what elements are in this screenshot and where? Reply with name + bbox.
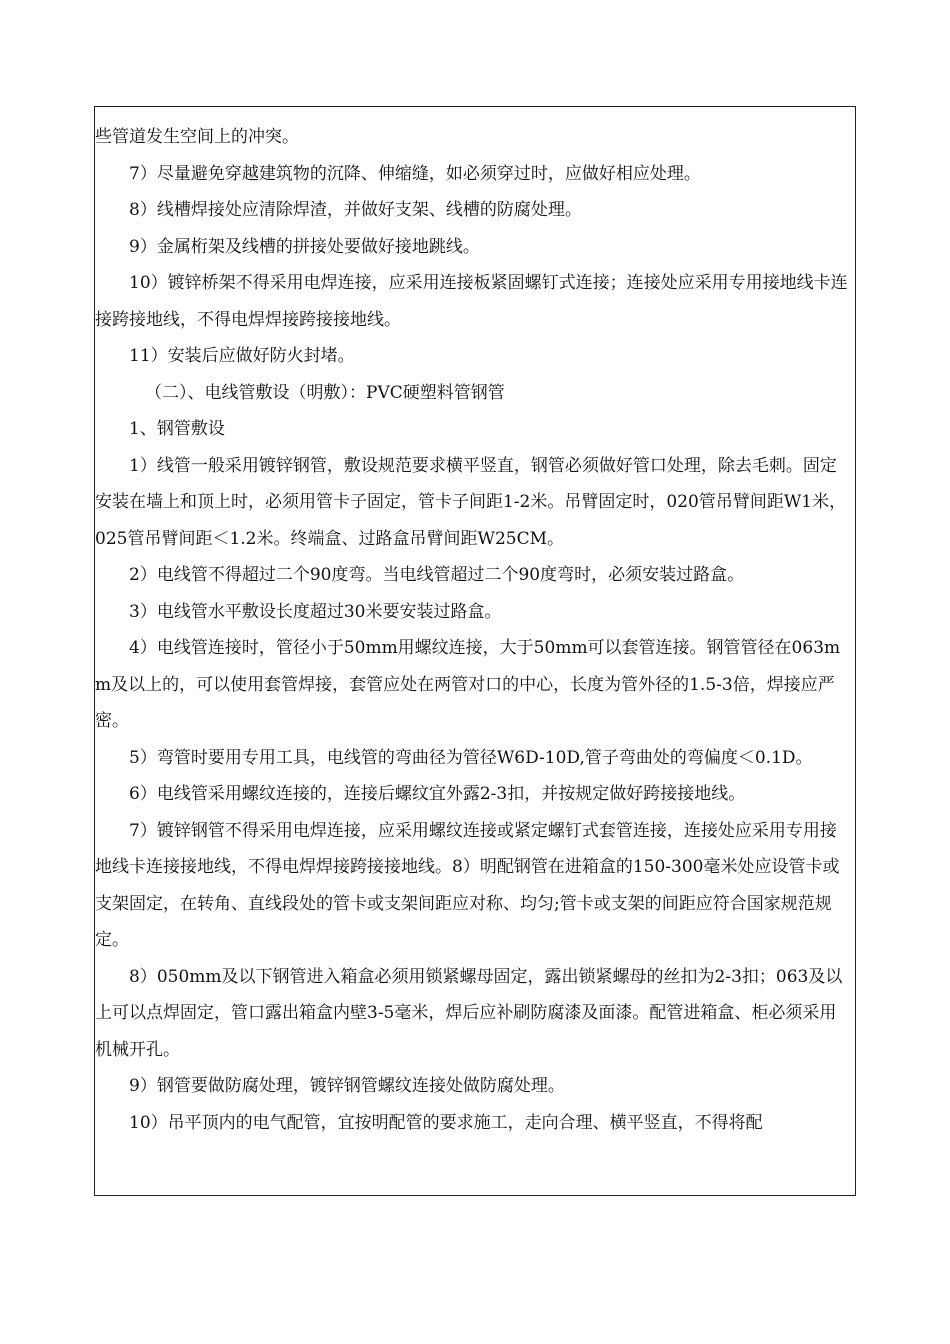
document-frame xyxy=(94,106,856,1196)
document-body xyxy=(95,119,851,1141)
paragraph: 8）线槽焊接处应清除焊渣，并做好支架、线槽的防腐处理。 xyxy=(129,200,582,220)
section-heading: （二）、电线管敷设（明敷）：PVC硬塑料管钢管 xyxy=(145,382,505,403)
paragraph: 10）吊平顶内的电气配管，宜按明配管的要求施工，走向合理、横平竖直，不得将配 xyxy=(129,1112,763,1133)
paragraph: 4）电线管连接时，管径小于50mm用螺纹连接，大于50mm可以套管连接。钢管管径在063mm及以上的，可以使用套管焊接，套管应处在两管对口的中心，长度为管外径的1.5-3倍，焊接应严密。 xyxy=(95,638,841,731)
paragraph: 2）电线管不得超过二个90度弯。当电线管超过二个90度弯时，必须安装过路盒。 xyxy=(129,565,745,585)
paragraph: 10）镀锌桥架不得采用电焊连接，应采用连接板紧固螺钉式连接；连接处应采用专用接地线卡连接跨接地线，不得电焊焊接跨接接地线。 xyxy=(95,273,848,330)
paragraph: 3）电线管水平敷设长度超过30米要安装过路盒。 xyxy=(129,601,502,622)
paragraph: 7）镀锌钢管不得采用电焊连接，应采用螺纹连接或紧定螺钉式套管连接，连接处应采用专用接地线卡连接接地线，不得电焊焊接跨接接地线。8）明配钢管在进箱盒的150-300毫米处应设管卡或支架固定，在转角、直线段处的管卡或支架间距应对称、均匀;管卡或支架的间距应符合国家规范规定。 xyxy=(95,820,840,950)
paragraph: 9）金属桁架及线槽的拼接处要做好接地跳线。 xyxy=(129,236,480,257)
paragraph: 7）尽量避免穿越建筑物的沉降、伸缩缝，如必须穿过时，应做好相应处理。 xyxy=(129,163,701,184)
paragraph: 5）弯管时要用专用工具，电线管的弯曲径为管径W6D-10D,管子弯曲处的弯偏度＜0.1D。 xyxy=(129,747,813,768)
subsection-heading: 1、钢管敷设 xyxy=(129,419,225,439)
paragraph: 8）050mm及以下钢管进入箱盒必须用锁紧螺母固定，露出锁紧螺母的丝扣为2-3扣；063及以上可以点焊固定，管口露出箱盒内壁3-5毫米，焊后应补刷防腐漆及面漆。配管进箱盒、柜必须采用机械开孔。 xyxy=(95,966,843,1060)
paragraph: 9）钢管要做防腐处理，镀锌钢管螺纹连接处做防腐处理。 xyxy=(129,1076,565,1096)
paragraph: 1）线管一般采用镀锌钢管，敷设规范要求横平竖直，钢管必须做好管口处理，除去毛刺。固定安装在墙上和顶上时，必须用管卡子固定，管卡子间距1-2米。吊臂固定时，020管吊臂间距W1米，025管吊臂间距＜1.2米。终端盒、过路盒吊臂间距W25CM。 xyxy=(95,455,847,549)
paragraph: 11）安装后应做好防火封堵。 xyxy=(129,346,355,366)
paragraph: 些管道发生空间上的冲突。 xyxy=(95,127,299,147)
paragraph: 6）电线管采用螺纹连接的，连接后螺纹宜外露2-3扣，并按规定做好跨接接地线。 xyxy=(129,784,746,804)
